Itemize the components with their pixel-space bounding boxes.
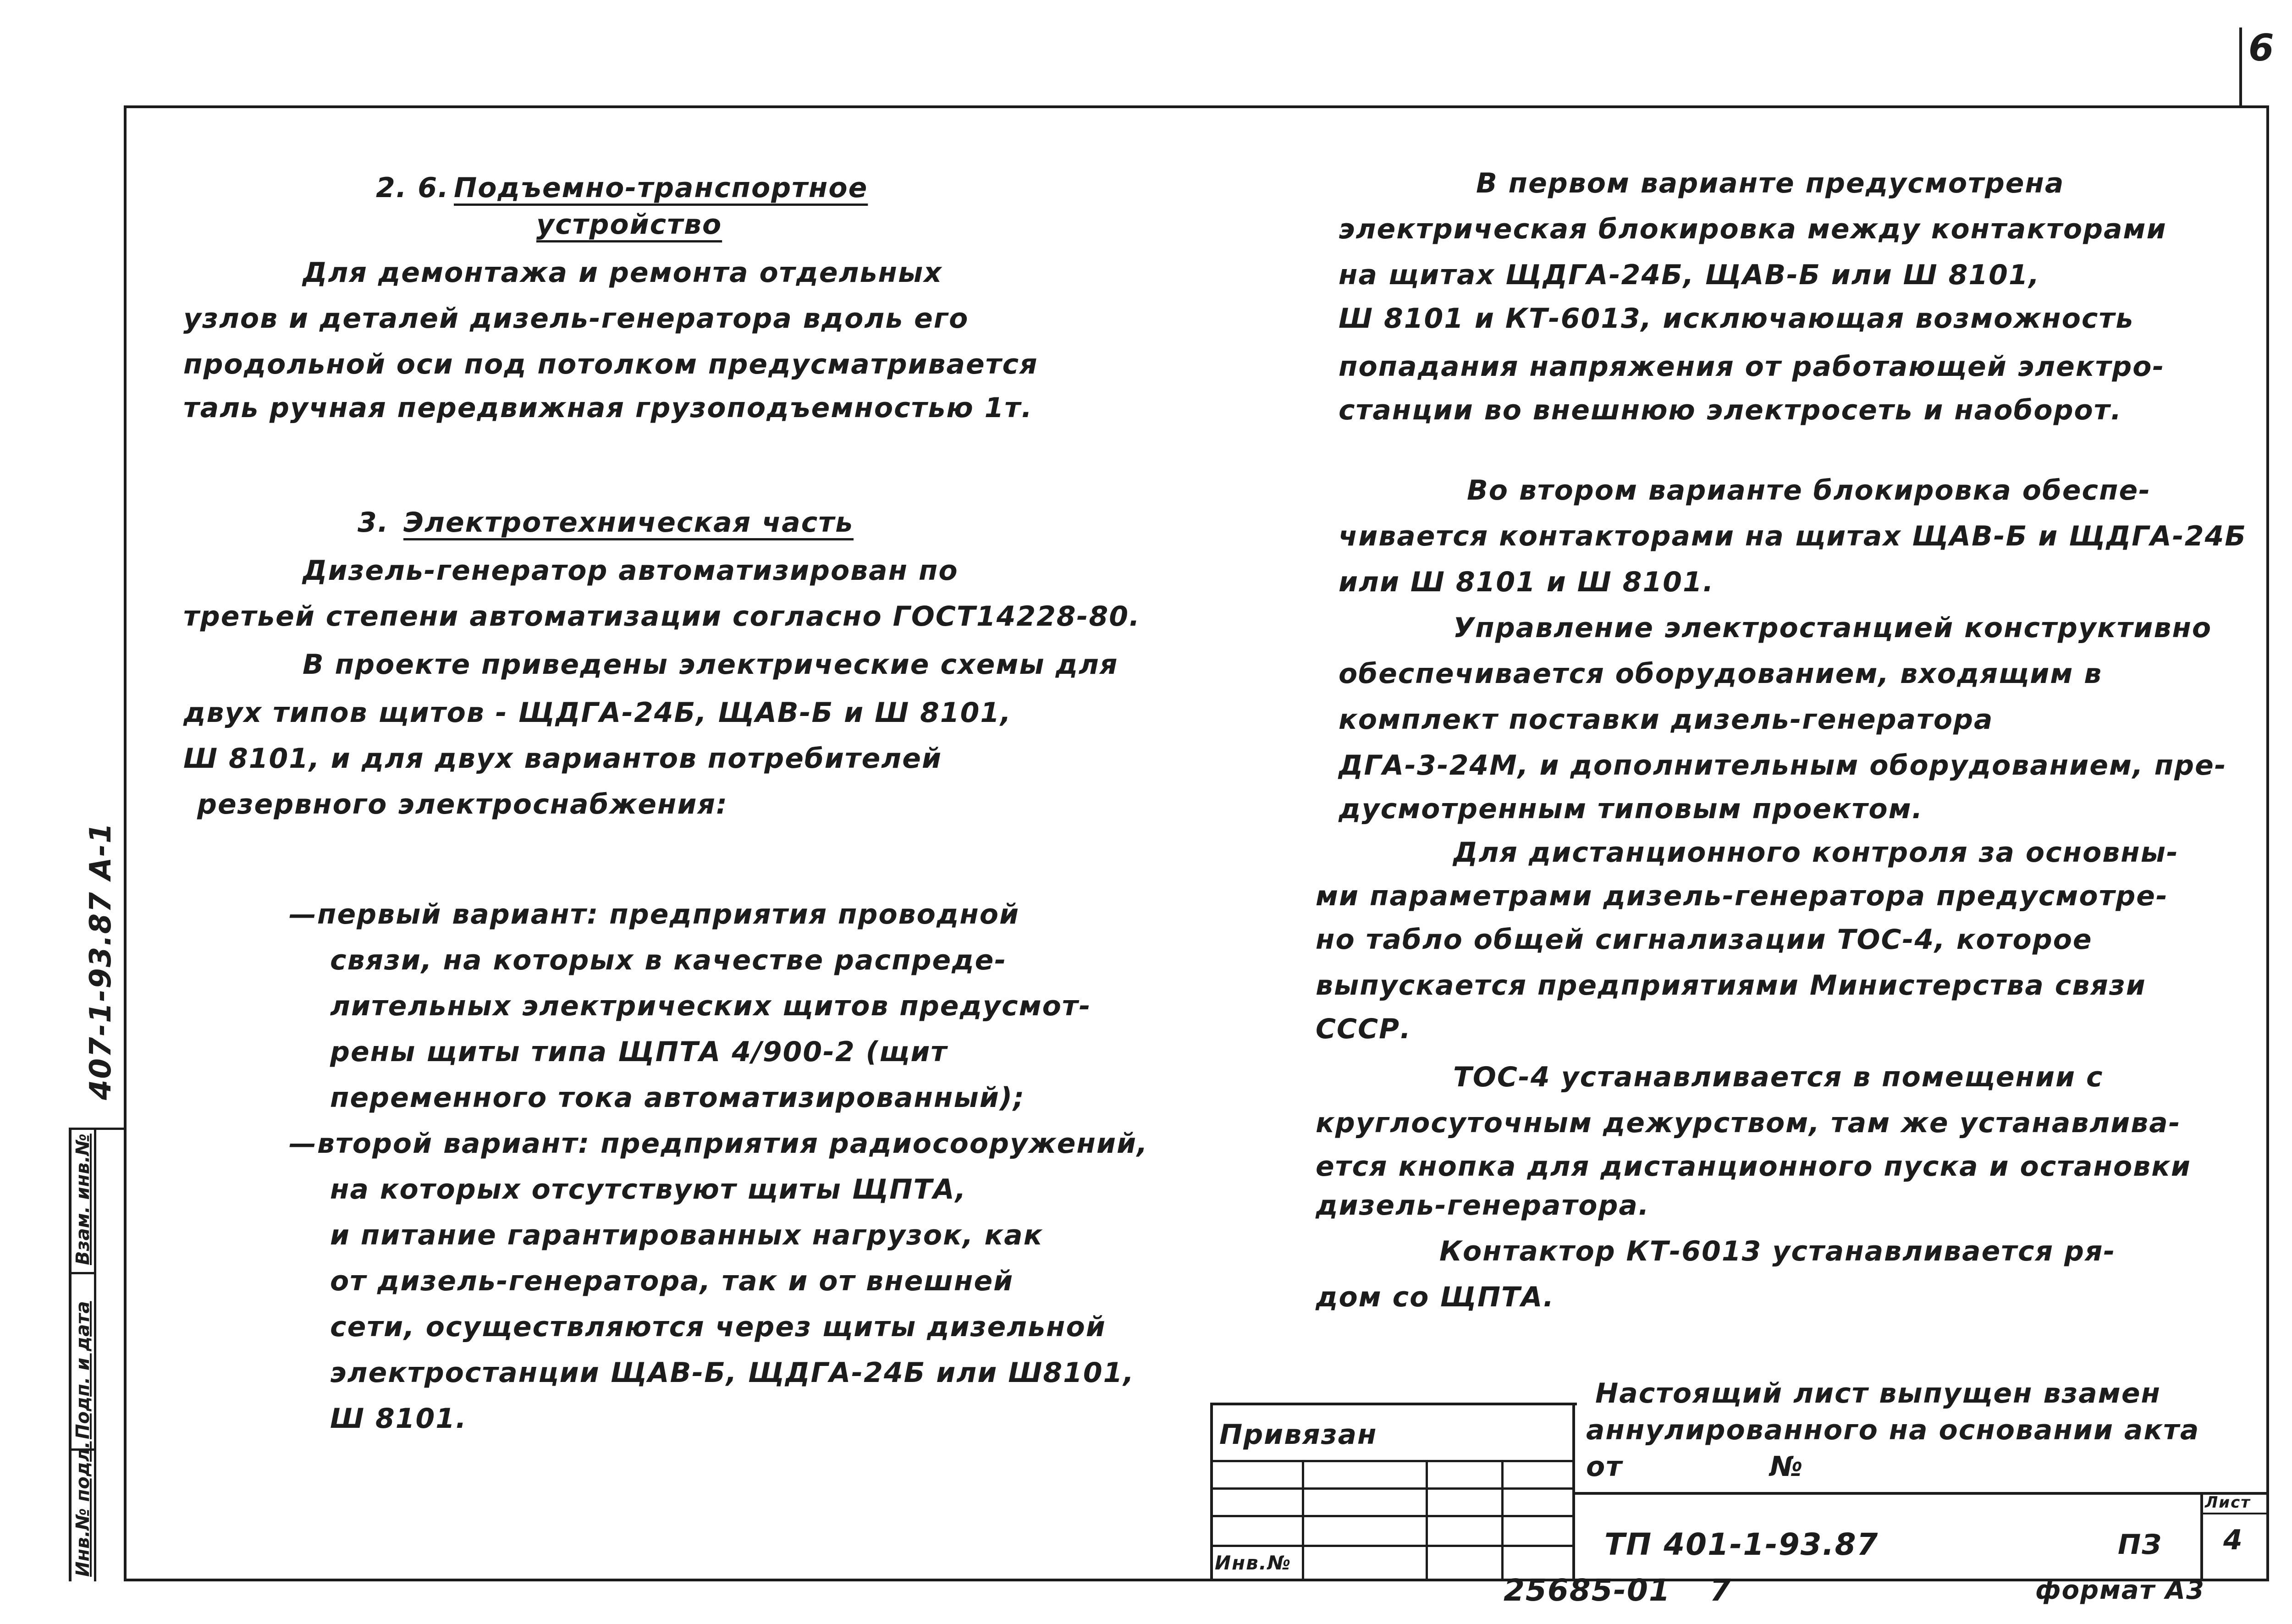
section-3-line: Ш 8101, и для двух вариантов потребителей [183,743,942,775]
section-3-line: двух типов щитов - ЩДГА-24Б, ЩАВ-Б и Ш 8101, [183,697,1012,729]
section-3-line: В проекте приведены электрические схемы для [303,649,1118,681]
variant-line: Ш 8101. [330,1403,467,1435]
stamp-row-line [1210,1460,1575,1462]
para4-line: СССР. [1316,1013,1411,1045]
variant-line: на которых отсутствуют щиты ЩПТА, [330,1173,967,1206]
para4-line: но табло общей сигнализации ТОС-4, которое [1316,924,2093,956]
para1-line: станции во внешнюю электросеть и наоборот. [1339,394,2122,426]
para5-line: круглосуточным дежурством, там же устанавлива- [1316,1107,2181,1139]
page-corner-number: 6 [2248,27,2275,69]
side-document-code: 407-1-93.87 А-1 [84,822,118,1100]
corner-tick [2239,28,2242,108]
section-3-number: 3. [358,506,389,539]
para6-line: дом со ЩПТА. [1316,1281,1555,1313]
side-strip-divider [94,1128,96,1581]
para6-line: Контактор КТ-6013 устанавливается ря- [1439,1235,2116,1267]
variant-line: связи, на которых в качестве распреде- [330,944,1007,976]
section-2-6-line: таль ручная передвижная грузоподъемностью 1т. [183,392,1033,424]
para3-line: дусмотренным типовым проектом. [1339,793,1923,825]
section-3-line: Дизель-генератор автоматизирован по [303,555,959,587]
variant-line: от дизель-генератора, так и от внешней [330,1265,1014,1297]
stamp-col-line [1501,1460,1504,1581]
para1-line: В первом варианте предусмотрена [1476,167,2065,199]
stamp-sheet-label: Лист [2205,1493,2251,1512]
stamp-top-line [1210,1403,1577,1405]
section-3-line: резервного электроснабжения: [197,788,728,820]
stamp-col-line [1302,1460,1304,1581]
variant-line: рены щиты типа ЩПТА 4/900-2 (щит [330,1036,948,1068]
para2-line: чивается контакторами на щитах ЩАВ-Б и ЩДГА-24Б [1339,520,2247,552]
para3-line: ДГА-3-24М, и дополнительным оборудованием, пре- [1339,749,2227,782]
side-cell-sign-date: Подп. и дата [72,1301,94,1439]
side-strip-border [69,1128,72,1581]
para5-line: ТОС-4 устанавливается в помещении с [1453,1061,2104,1093]
side-strip-sep1 [69,1272,96,1274]
paper-format: формат А3 [2035,1575,2205,1605]
para5-line: дизель-генератора. [1316,1189,1650,1222]
side-cell-vzam: Взам. инв.№ [72,1134,94,1265]
variant-line: —первый вариант: предприятия проводной [289,898,1020,930]
stamp-code-top-line [1572,1492,2269,1495]
para4-line: Для дистанционного контроля за основны- [1453,837,2179,869]
variant-line: и питание гарантированных нагрузок, как [330,1219,1043,1251]
section-2-6-line: узлов и деталей дизель-генератора вдоль его [183,303,969,335]
stamp-doc-type: ПЗ [2118,1529,2162,1561]
section-2-6-line: продольной оси под потолком предусматривается [183,348,1038,380]
para1-line: электрическая блокировка между контакторами [1339,213,2167,245]
para2-line: Во втором варианте блокировка обеспе- [1467,474,2151,506]
variant-line: электростанции ЩАВ-Б, ЩДГА-24Б или Ш8101, [330,1357,1135,1389]
archive-sub: 7 [1710,1573,1732,1608]
stamp-inv-label: Инв.№ [1215,1552,1292,1574]
para3-line: обеспечивается оборудованием, входящим в [1339,658,2103,690]
para1-line: на щитах ЩДГА-24Б, ЩАВ-Б или Ш 8101, [1339,259,2040,291]
stamp-note-line: Настоящий лист выпущен взамен [1595,1377,2161,1409]
para3-line: комплект поставки дизель-генератора [1339,704,1994,736]
section-3-line: третьей степени автоматизации согласно ГОСТ14228-80. [183,600,1140,633]
para3-line: Управление электростанцией конструктивно [1453,612,2212,644]
stamp-note-line: аннулированного на основании акта [1586,1414,2200,1446]
para4-line: ми параметрами дизель-генератора предусмотре- [1316,880,2168,912]
archive-number: 25685-01 [1504,1573,1671,1608]
variant-line: сети, осуществляются через щиты дизельной [330,1311,1106,1343]
stamp-col-line [1426,1460,1428,1581]
stamp-row-line [1210,1487,1575,1490]
section-2-6-title-2: устройство [536,209,722,241]
stamp-left-line [1210,1403,1213,1581]
section-3-title: Электротехническая часть [403,506,854,539]
stamp-code: ТП 401-1-93.87 [1604,1527,1879,1562]
side-cell-inv: Инв.№ подл. [72,1441,94,1577]
variant-line: переменного тока автоматизированный); [330,1082,1025,1114]
para1-line: Ш 8101 и КТ-6013, исключающая возможность [1339,303,2134,335]
para2-line: или Ш 8101 и Ш 8101. [1339,566,1714,598]
stamp-row-line [1210,1515,1575,1517]
variant-line: —второй вариант: предприятия радиосооружений, [289,1128,1148,1160]
stamp-note-line: от № [1586,1451,1804,1483]
para5-line: ется кнопка для дистанционного пуска и остановки [1316,1151,2191,1183]
para1-line: попадания напряжения от работающей электро- [1339,351,2165,383]
section-2-6-number: 2. 6. [376,172,449,204]
stamp-sheet-number: 4 [2223,1524,2243,1556]
stamp-privyazan: Привязан [1219,1419,1377,1451]
side-strip-top [69,1128,126,1130]
variant-line: лительных электрических щитов предусмот- [330,990,1091,1022]
section-2-6-line: Для демонтажа и ремонта отдельных [303,257,942,289]
para4-line: выпускается предприятиями Министерства связи [1316,969,2146,1002]
section-2-6-title-1: Подъемно-транспортное [454,172,868,204]
